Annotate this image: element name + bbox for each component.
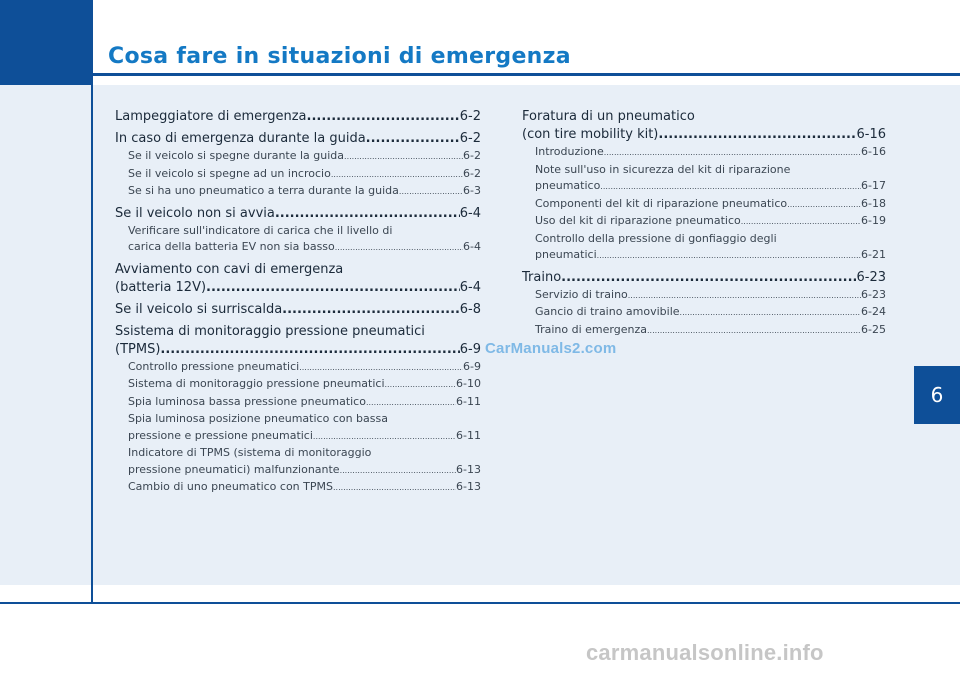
toc-entry[interactable]: Se il veicolo si surriscalda ..... 6-8 — [115, 301, 481, 319]
toc-subentry-line[interactable]: Indicatore di TPMS (sistema di monitoraggio — [128, 446, 372, 459]
toc-subentry[interactable]: Controllo pressione pneumatici ..... 6-9 — [115, 359, 481, 377]
toc-column-left — [115, 108, 481, 497]
toc-subentry[interactable]: Traino di emergenza ..... 6-25 — [522, 322, 886, 340]
toc-entry-line[interactable]: Foratura di un pneumatico — [522, 109, 695, 124]
toc-entry[interactable]: (TPMS) ..... 6-9 — [115, 341, 481, 359]
toc-subentry[interactable]: Se si ha uno pneumatico a terra durante la guida ..... 6-3 — [115, 183, 481, 201]
toc-subentry-line[interactable]: Verificare sull'indicatore di carica che il livello di — [128, 223, 393, 237]
toc-subentry-line[interactable]: Spia luminosa posizione pneumatico con bassa — [128, 412, 388, 425]
toc-subentry-line[interactable]: Note sull'uso in sicurezza del kit di riparazione — [535, 162, 791, 176]
bottom-rule — [0, 602, 960, 604]
footer-url: carmanualsonline.info — [586, 640, 824, 665]
toc-subentry-line[interactable]: Controllo della pressione di gonfiaggio degli — [535, 231, 777, 245]
toc-subentry[interactable]: pressione pneumatici) malfunzionante ..... 6-13 — [115, 462, 481, 480]
toc-subentry[interactable]: Uso del kit di riparazione pneumatico ..... 6-19 — [522, 213, 886, 231]
chapter-color-block — [0, 0, 91, 85]
toc-subentry[interactable]: Spia luminosa bassa pressione pneumatico ..... 6-11 — [115, 394, 481, 412]
toc-subentry[interactable]: Gancio di traino amovibile ..... 6-24 — [522, 304, 886, 322]
page-title: Cosa fare in situazioni di emergenza — [108, 44, 571, 69]
toc-entry[interactable]: (batteria 12V) ..... 6-4 — [115, 279, 481, 297]
toc-subentry[interactable]: pneumatici ..... 6-21 — [522, 247, 886, 265]
toc-subentry[interactable]: Sistema di monitoraggio pressione pneumatici ..... 6-10 — [115, 376, 481, 394]
toc-entry-line[interactable]: Ssistema di monitoraggio pressione pneumatici — [115, 323, 425, 339]
toc-subentry[interactable]: Cambio di uno pneumatico con TPMS ..... 6-13 — [115, 479, 481, 497]
toc-entry-line[interactable]: Avviamento con cavi di emergenza — [115, 261, 344, 277]
toc-entry[interactable]: Lampeggiatore di emergenza ..... 6-2 — [115, 108, 481, 126]
toc-entry[interactable]: Traino ..... 6-23 — [522, 269, 886, 287]
toc-subentry[interactable]: Componenti del kit di riparazione pneumatico ..... 6-18 — [522, 196, 886, 214]
toc-entry[interactable]: In caso di emergenza durante la guida ..... 6-2 — [115, 130, 481, 148]
toc-subentry[interactable]: Introduzione ..... 6-16 — [522, 144, 886, 162]
toc-subentry[interactable]: pressione e pressione pneumatici ..... 6-11 — [115, 428, 481, 446]
toc-column-right — [522, 108, 886, 339]
toc-subentry[interactable]: Se il veicolo si spegne ad un incrocio ..... 6-2 — [115, 166, 481, 184]
left-margin-line — [91, 0, 93, 603]
toc-subentry[interactable]: Se il veicolo si spegne durante la guida ..... 6-2 — [115, 148, 481, 166]
toc-subentry[interactable]: pneumatico ..... 6-17 — [522, 178, 886, 196]
toc-subentry[interactable]: Servizio di traino ..... 6-23 — [522, 287, 886, 305]
toc-entry[interactable]: (con tire mobility kit) ..... 6-16 — [522, 126, 886, 144]
chapter-tab[interactable] — [914, 366, 960, 424]
watermark-logo: CarManuals2.com — [485, 340, 617, 357]
toc-entry[interactable]: Se il veicolo non si avvia ..... 6-4 — [115, 205, 481, 223]
title-underline — [93, 73, 960, 76]
toc-subentry[interactable]: carica della batteria EV non sia basso ..... 6-4 — [115, 239, 481, 257]
chapter-number: 6 — [930, 383, 944, 407]
